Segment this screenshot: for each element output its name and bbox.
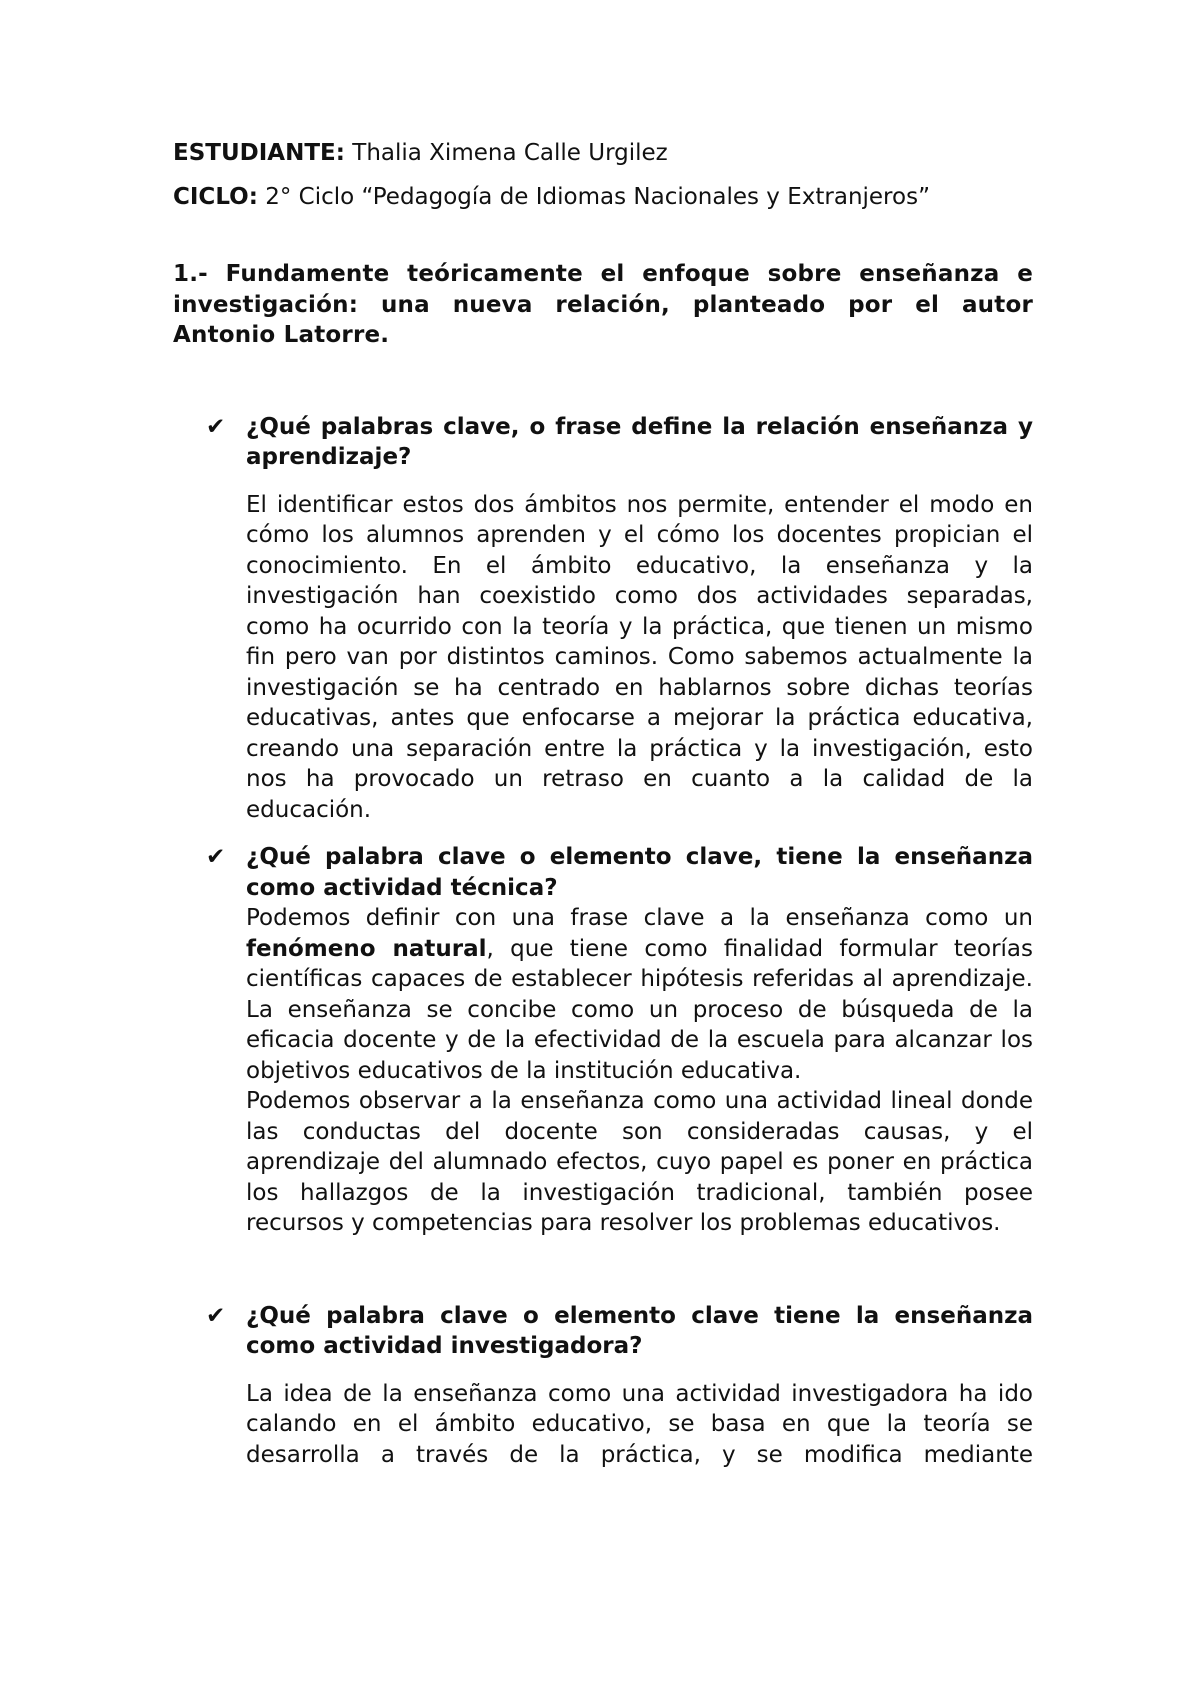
cycle-label: CICLO: bbox=[173, 183, 258, 210]
student-line bbox=[173, 138, 1033, 169]
question-section-1 bbox=[173, 412, 1033, 826]
answer-1: El identificar estos dos ámbitos nos permite, entender el modo en cómo los alumnos aprenden y el cómo los docentes propician el conocimiento. En el ámbito educativo, la enseñanza y la investigación han coexistido como dos actividades separadas, como ha ocurrido con la teoría y la práctica, que tienen un mismo fin pero van por distintos caminos. Como sabemos actualmente la investigación se ha centrado en hablarnos sobre dichas teorías educativas, antes que enfocarse a mejorar la práctica educativa, creando una separación entre la práctica y la investigación, esto nos ha provocado un retraso en cuanto a la calidad de la educación. bbox=[246, 491, 1033, 823]
answer-2-paragraph-1 bbox=[246, 903, 1033, 1086]
question-1: ¿Qué palabras clave, o frase define la relación enseñanza y aprendizaje? bbox=[246, 413, 1033, 470]
question-section-2 bbox=[173, 842, 1033, 1239]
cycle-line bbox=[173, 182, 1033, 213]
student-label: ESTUDIANTE: bbox=[173, 140, 345, 166]
question-3: ¿Qué palabra clave o elemento clave tiene la enseñanza como actividad investigadora? bbox=[246, 1302, 1033, 1359]
answer-2-paragraph-2: Podemos observar a la enseñanza como una actividad lineal donde las conductas del docente son consideradas causas, y el aprendizaje del alumnado efectos, cuyo papel es poner en práctica los hallazgos de la investigación tradicional, también posee recursos y competencias para resolver los problemas educativos. bbox=[246, 1088, 1033, 1236]
answer-2-text-start: Podemos definir con una frase clave a la enseñanza como un bbox=[246, 905, 1033, 931]
cycle-value: 2° Ciclo “Pedagogía de Idiomas Nacionales y Extranjeros” bbox=[257, 183, 930, 210]
answer-2-text-end: , que tiene como finalidad formular teorías científicas capaces de establecer hipótesis referidas al aprendizaje. La enseñanza se concibe como un proceso de búsqueda de la eficacia docente y de la efectividad de la escuela para alcanzar los objetivos educativos de la institución educativa. bbox=[246, 935, 1033, 1084]
checkmark-icon: ✔ bbox=[206, 844, 226, 870]
answer-2-keyword: fenómeno natural bbox=[246, 935, 487, 962]
assignment-heading: 1.- Fundamente teóricamente el enfoque sobre enseñanza e investigación: una nueva relación, planteado por el autor Antonio Latorre. bbox=[173, 261, 1033, 348]
answer-3: La idea de la enseñanza como una actividad investigadora ha ido calando en el ámbito educativo, se basa en que la teoría se desarrolla a través de la práctica, y se modifica mediante bbox=[246, 1380, 1033, 1468]
checkmark-icon: ✔ bbox=[206, 413, 226, 440]
question-2: ¿Qué palabra clave o elemento clave, tiene la enseñanza como actividad técnica? bbox=[246, 844, 1033, 901]
student-name: Thalia Ximena Calle Urgilez bbox=[344, 140, 668, 166]
question-section-3 bbox=[173, 1301, 1033, 1471]
checkmark-icon: ✔ bbox=[206, 1302, 226, 1329]
document-body bbox=[173, 138, 1033, 1470]
